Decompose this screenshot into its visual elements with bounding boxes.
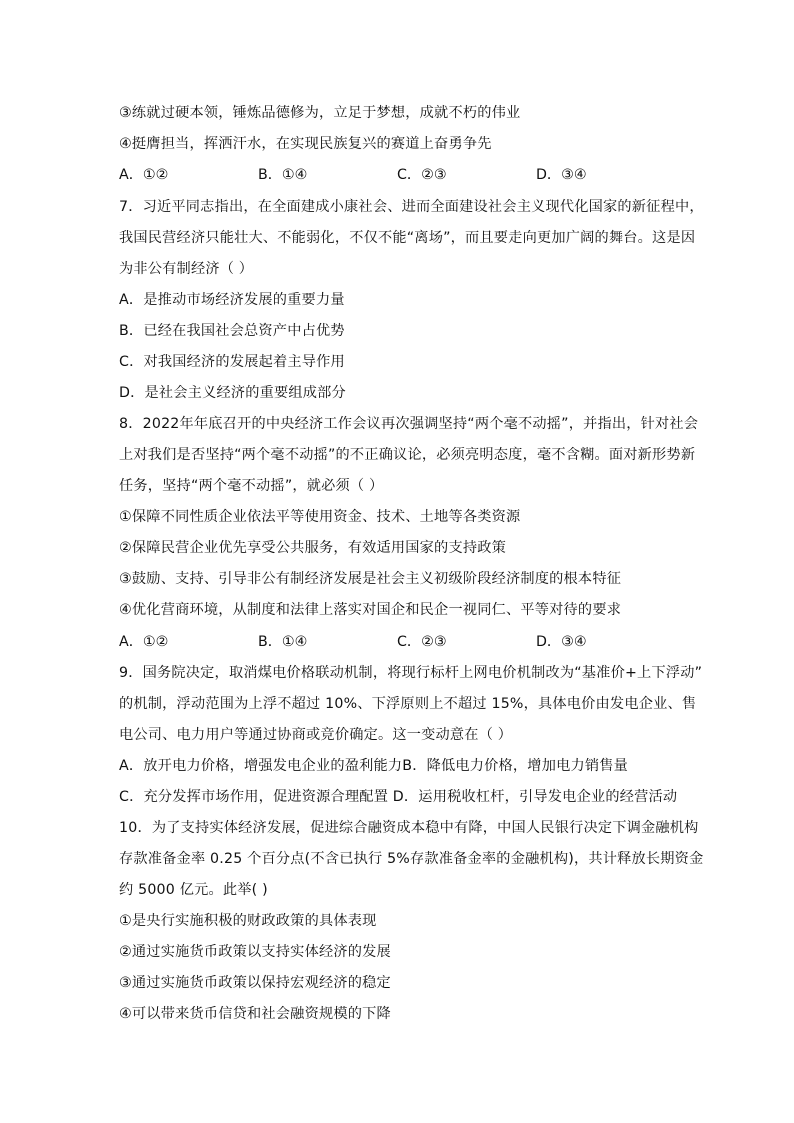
q8-item-2: ②保障民营企业优先享受公共服务，有效适用国家的支持政策: [119, 540, 506, 556]
q8-option-c: C．②③: [397, 634, 447, 650]
q8-item-4: ④优化营商环境，从制度和法律上落实对国企和民企一视同仁、平等对待的要求: [119, 602, 622, 618]
q10-item-2: ②通过实施货币政策以支持实体经济的发展: [119, 944, 391, 960]
q6-option-a: A．①②: [119, 167, 169, 183]
q9-stem-line-3: 电公司、电力用户等通过协商或竞价确定。这一变动意在（ ）: [119, 727, 513, 743]
q7-option-d: D．是社会主义经济的重要组成部分: [119, 385, 346, 401]
q9-options-row-1: A．放开电力价格，增强发电企业的盈利能力B．降低电力价格，增加电力销售量: [119, 758, 629, 774]
q7-option-c: C．对我国经济的发展起着主导作用: [119, 354, 345, 370]
q8-stem-line-3: 任务，坚持“两个毫不动摇”，就必须（ ）: [119, 478, 384, 494]
q7-stem-line-3: 为非公有制经济（ ）: [119, 261, 254, 277]
q8-option-d: D．③④: [536, 634, 587, 650]
q6-option-b: B．①④: [258, 167, 308, 183]
q10-item-3: ③通过实施货币政策以保持宏观经济的稳定: [119, 975, 391, 991]
q8-item-1: ①保障不同性质企业依法平等使用资金、技术、土地等各类资源: [119, 509, 521, 525]
q6-item-3: ③练就过硬本领，锤炼品德修为，立足于梦想，成就不朽的伟业: [119, 105, 521, 121]
q6-option-c: C．②③: [397, 167, 447, 183]
q10-item-1: ①是央行实施积极的财政政策的具体表现: [119, 913, 377, 929]
q6-item-4: ④挺膺担当，挥洒汗水，在实现民族复兴的赛道上奋勇争先: [119, 136, 492, 152]
q10-stem-line-3: 约 5000 亿元。此举( ): [119, 882, 268, 898]
q9-stem-line-1: 9．国务院决定，取消煤电价格联动机制，将现行标杆上网电价机制改为“基准价+上下浮动”: [119, 665, 703, 681]
q8-option-a: A．①②: [119, 634, 169, 650]
q9-stem-line-2: 的机制，浮动范围为上浮不超过 10%、下浮原则上不超过 15%，具体电价由发电企业、售: [119, 696, 697, 712]
q7-option-b: B．已经在我国社会总资产中占优势: [119, 323, 345, 339]
q6-option-d: D．③④: [536, 167, 587, 183]
q8-option-b: B．①④: [258, 634, 308, 650]
q10-stem-line-1: 10．为了支持实体经济发展，促进综合融资成本稳中有降，中国人民银行决定下调金融机构: [119, 820, 699, 836]
q10-stem-line-2: 存款准备金率 0.25 个百分点(不含已执行 5%存款准备金率的金融机构)，共计释放长期资金: [119, 851, 704, 867]
q8-stem-line-1: 8．2022年年底召开的中央经济工作会议再次强调坚持“两个毫不动摇”，并指出，针对社会: [119, 416, 699, 432]
q10-item-4: ④可以带来货币信贷和社会融资规模的下降: [119, 1006, 391, 1022]
q7-stem-line-1: 7．习近平同志指出，在全面建成小康社会、进而全面建设社会主义现代化国家的新征程中，: [119, 199, 704, 215]
q9-options-row-2: C．充分发挥市场作用，促进资源合理配置 D．运用税收杠杆，引导发电企业的经营活动: [119, 789, 678, 805]
q8-item-3: ③鼓励、支持、引导非公有制经济发展是社会主义初级阶段经济制度的根本特征: [119, 571, 622, 587]
q7-stem-line-2: 我国民营经济只能壮大、不能弱化，不仅不能“离场”，而且要走向更加广阔的舞台。这是因: [119, 230, 696, 246]
q7-option-a: A．是推动市场经济发展的重要力量: [119, 292, 345, 308]
q8-stem-line-2: 上对我们是否坚持“两个毫不动摇”的不正确议论，必须亮明态度，毫不含糊。面对新形势新: [119, 447, 696, 463]
